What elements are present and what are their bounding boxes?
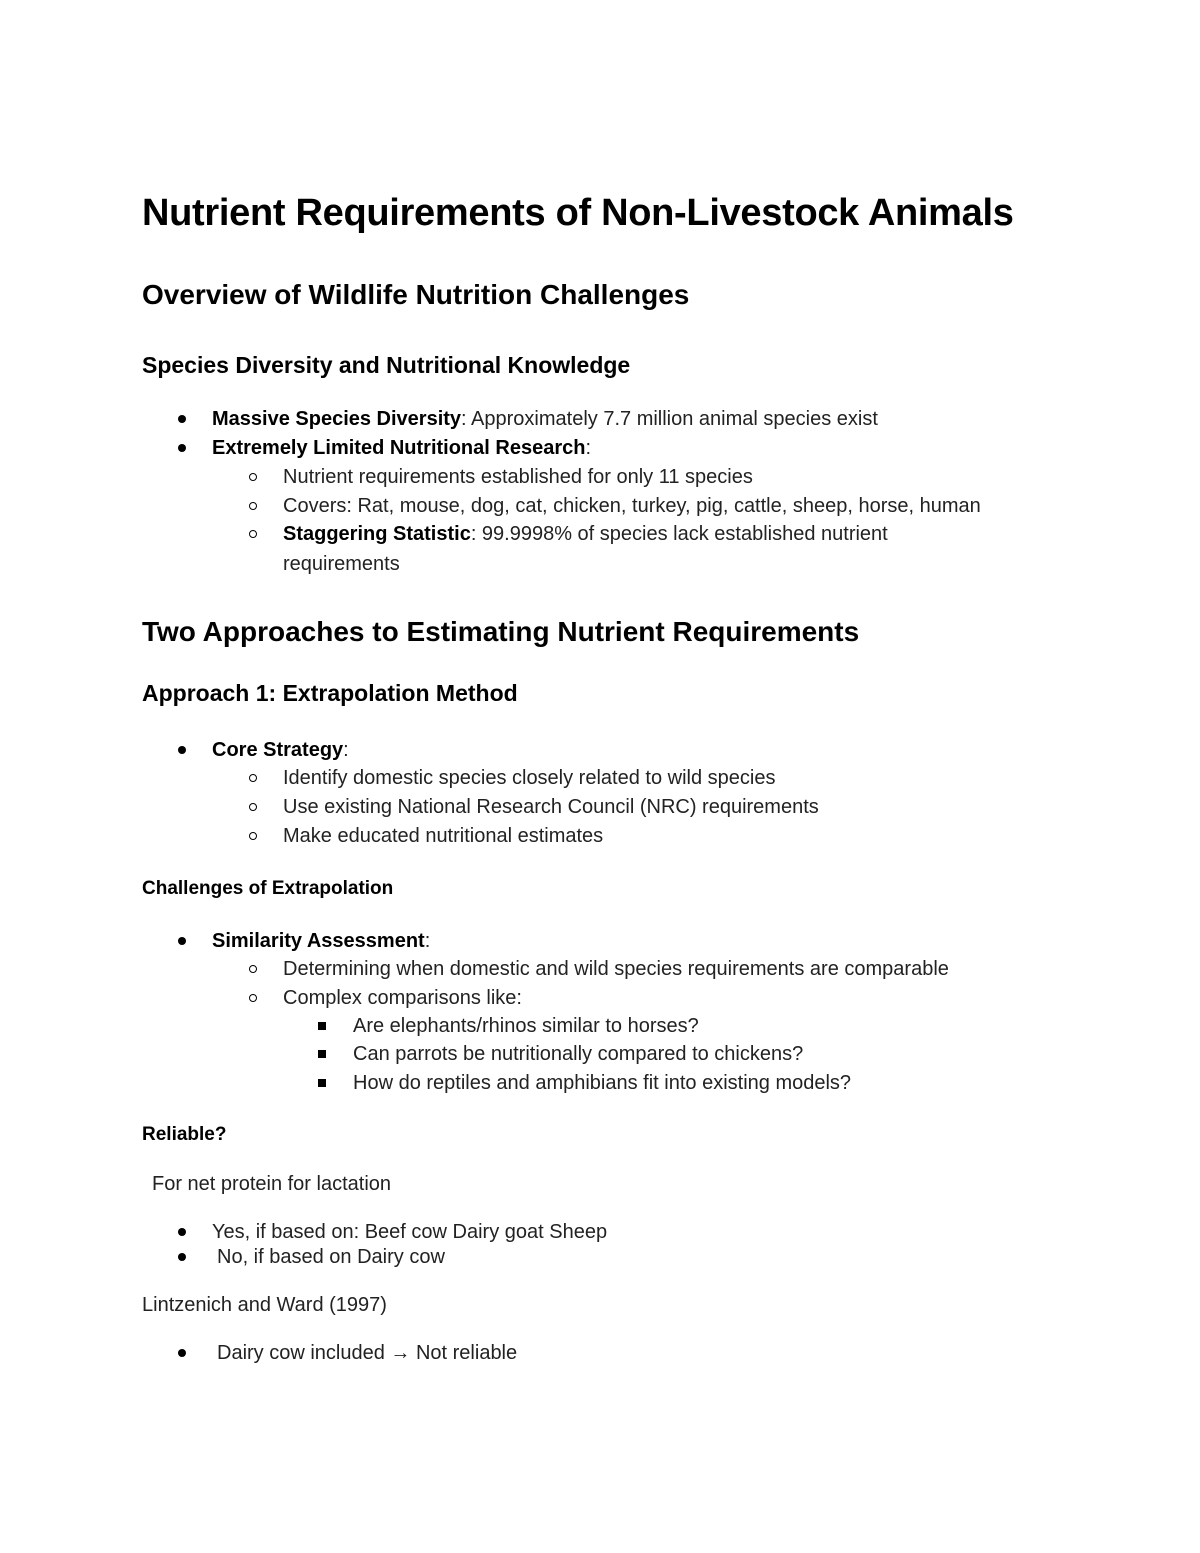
bullet-disc [178, 444, 186, 452]
sub-item-covers: Covers: Rat, mouse, dog, cat, chicken, turkey, pig, cattle, sheep, horse, human [283, 495, 981, 517]
subheading-species-diversity: Species Diversity and Nutritional Knowledge [142, 352, 631, 378]
sub-sub-item-parrots: Can parrots be nutritionally compared to chickens? [353, 1043, 804, 1065]
sub-item-staggering-statistic-continued: requirements [283, 553, 400, 575]
subheading-approach-1: Approach 1: Extrapolation Method [142, 680, 518, 706]
list-item-core-strategy [212, 740, 349, 760]
bullet-circle [249, 502, 257, 510]
sub-item-complex-comparisons: Complex comparisons like: [283, 987, 522, 1009]
bullet-square [318, 1079, 326, 1087]
bullet-disc [178, 1228, 186, 1236]
sub-item-determining: Determining when domestic and wild species requirements are comparable [283, 958, 949, 980]
bullet-square [318, 1022, 326, 1030]
list-item-text: : 99.9998% of species lack established nutrient [470, 523, 888, 545]
bullet-disc [178, 1349, 186, 1357]
list-item-text: : [343, 739, 349, 761]
sub-item-estimates: Make educated nutritional estimates [283, 825, 604, 847]
list-item-text: : [424, 930, 431, 952]
list-item-limited-research [212, 438, 591, 458]
list-item-no: No, if based on Dairy cow [217, 1246, 445, 1268]
list-item-text: : Approximately 7.7 million animal species exist [461, 408, 878, 430]
section-heading-overview: Overview of Wildlife Nutrition Challenges [142, 279, 690, 310]
sub-item-nrc: Use existing National Research Council (NRC) requirements [283, 796, 819, 818]
list-item-label: Staggering Statistic [283, 523, 471, 545]
heading-reliable: Reliable? [142, 1124, 227, 1145]
sub-sub-item-reptiles: How do reptiles and amphibians fit into existing models? [353, 1072, 852, 1094]
bullet-circle [249, 994, 257, 1002]
section-heading-two-approaches: Two Approaches to Estimating Nutrient Requirements [142, 616, 860, 647]
bullet-disc [178, 746, 186, 754]
sub-item-staggering-statistic [283, 524, 888, 544]
bullet-circle [249, 832, 257, 840]
bullet-disc [178, 415, 186, 423]
paragraph-lactation: For net protein for lactation [152, 1173, 392, 1195]
sub-sub-item-elephants: Are elephants/rhinos similar to horses? [353, 1015, 699, 1037]
bullet-disc [178, 937, 186, 945]
heading-challenges-extrapolation: Challenges of Extrapolation [142, 878, 394, 899]
list-item-text: : [585, 437, 592, 459]
list-item-similarity-assessment [212, 931, 430, 951]
bullet-circle [249, 473, 257, 481]
list-item-label: Similarity Assessment [212, 930, 425, 952]
list-item-label: Massive Species Diversity [212, 408, 462, 430]
bullet-circle [249, 803, 257, 811]
bullet-circle [249, 530, 257, 538]
list-item-label: Extremely Limited Nutritional Research [212, 437, 586, 459]
bullet-circle [249, 965, 257, 973]
list-item-dairy-cow: Dairy cow included → Not reliable [217, 1342, 518, 1364]
list-item-yes: Yes, if based on: Beef cow Dairy goat Sheep [212, 1221, 608, 1243]
document-title: Nutrient Requirements of Non-Livestock Animals [142, 192, 1014, 234]
list-item-species-diversity [212, 409, 878, 429]
bullet-disc [178, 1253, 186, 1261]
sub-item-11-species: Nutrient requirements established for only 11 species [283, 466, 753, 488]
list-item-label: Core Strategy [212, 739, 344, 761]
sub-item-identify-domestic: Identify domestic species closely related to wild species [283, 767, 776, 789]
bullet-square [318, 1050, 326, 1058]
citation: Lintzenich and Ward (1997) [142, 1294, 387, 1316]
bullet-circle [249, 774, 257, 782]
